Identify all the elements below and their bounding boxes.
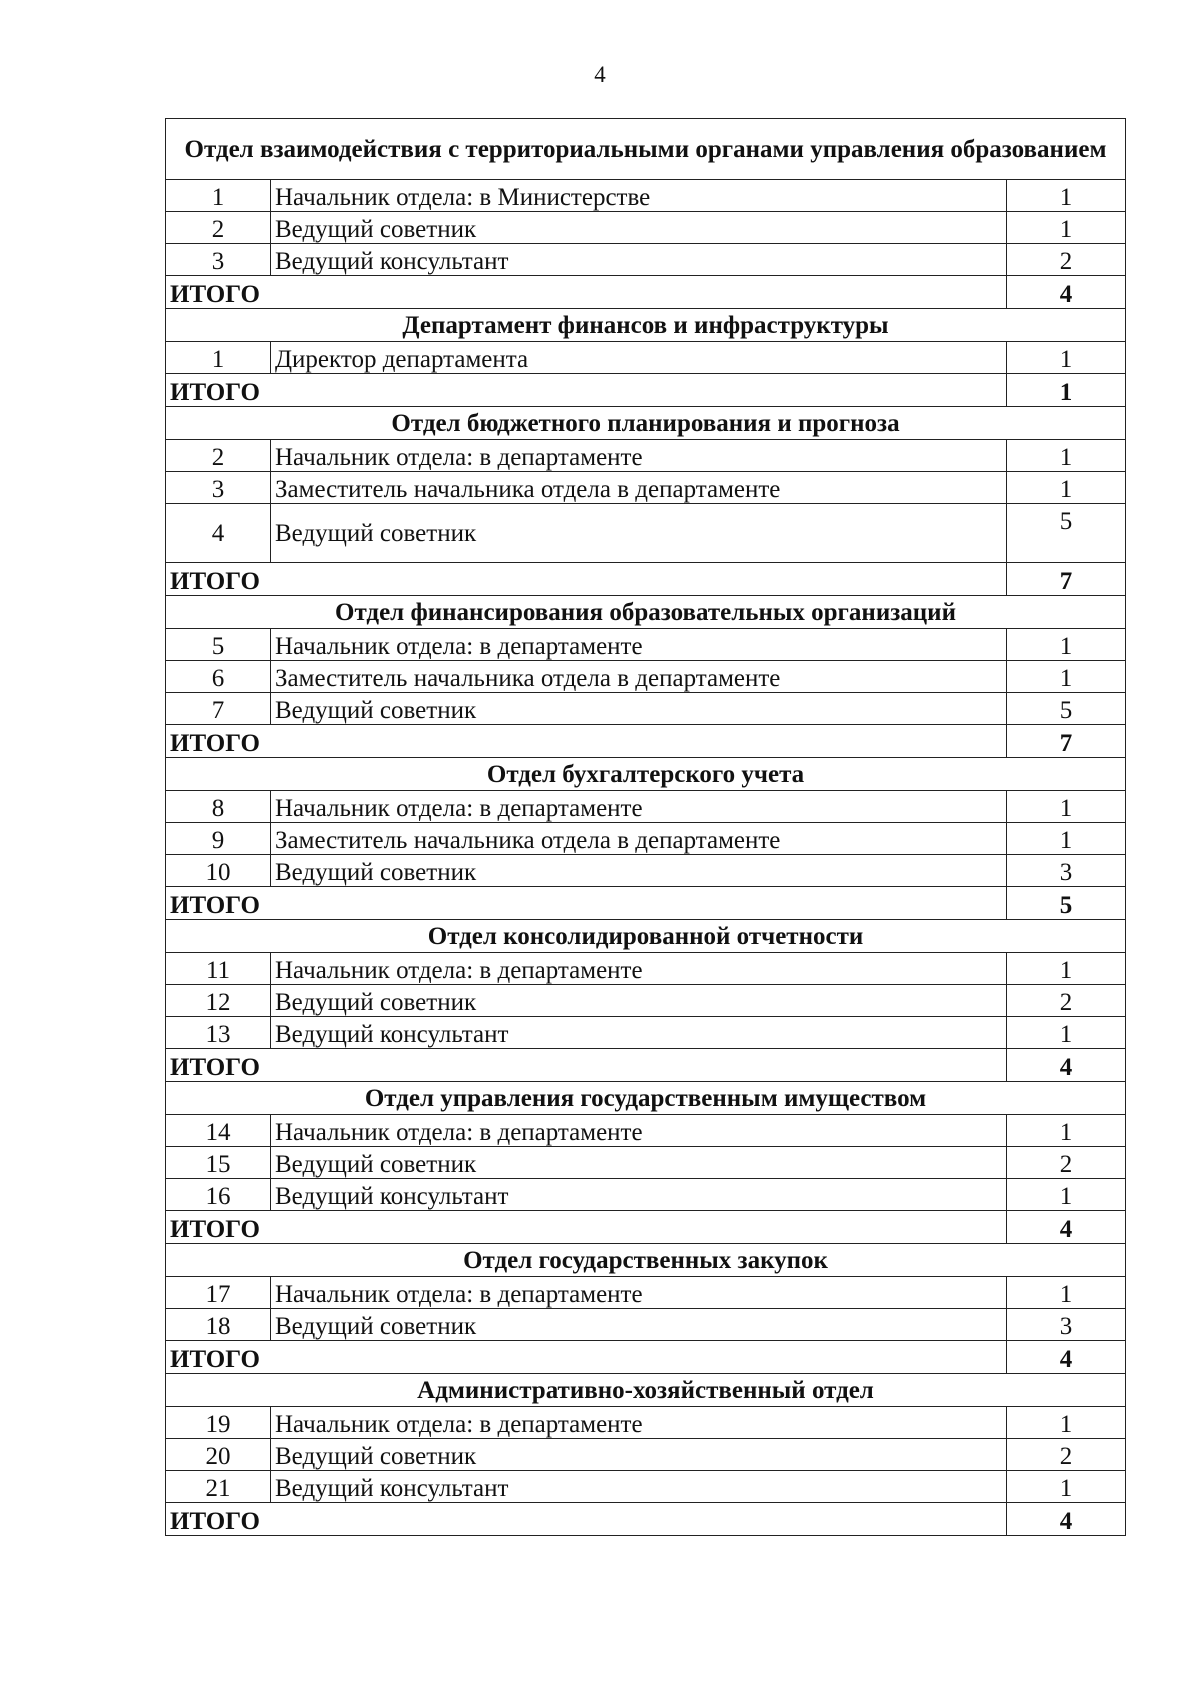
row-number: 3 xyxy=(166,472,271,504)
position-title: Ведущий советник xyxy=(271,212,1007,244)
row-number: 5 xyxy=(166,629,271,661)
total-label: ИТОГО xyxy=(166,725,1007,758)
position-title: Ведущий советник xyxy=(271,985,1007,1017)
row-number: 12 xyxy=(166,985,271,1017)
department-header xyxy=(166,1082,1126,1115)
department-header xyxy=(166,1244,1126,1277)
row-number: 13 xyxy=(166,1017,271,1049)
table-row xyxy=(166,855,1126,887)
staff-count: 3 xyxy=(1007,855,1126,887)
position-title: Ведущий советник xyxy=(271,693,1007,725)
total-label: ИТОГО xyxy=(166,1503,1007,1536)
table-row xyxy=(166,661,1126,693)
total-value: 7 xyxy=(1007,563,1126,596)
total-label: ИТОГО xyxy=(166,1049,1007,1082)
staff-count: 1 xyxy=(1007,1471,1126,1503)
department-title: Отдел консолидированной отчетности xyxy=(166,920,1126,953)
staff-count: 1 xyxy=(1007,472,1126,504)
total-label: ИТОГО xyxy=(166,1341,1007,1374)
total-row xyxy=(166,725,1126,758)
staff-count: 1 xyxy=(1007,342,1126,374)
staff-count: 1 xyxy=(1007,1017,1126,1049)
department-title: Отдел финансирования образовательных организаций xyxy=(166,596,1126,629)
total-row xyxy=(166,1503,1126,1536)
staff-count: 1 xyxy=(1007,1277,1126,1309)
total-row xyxy=(166,1049,1126,1082)
table-row xyxy=(166,1309,1126,1341)
staff-count: 5 xyxy=(1007,504,1126,563)
position-title: Начальник отдела: в департаменте xyxy=(271,953,1007,985)
department-title: Отдел бухгалтерского учета xyxy=(166,758,1126,791)
total-value: 4 xyxy=(1007,1503,1126,1536)
department-header xyxy=(166,1374,1126,1407)
table-row xyxy=(166,212,1126,244)
position-title: Заместитель начальника отдела в департаменте xyxy=(271,472,1007,504)
table-row xyxy=(166,1017,1126,1049)
department-header xyxy=(166,407,1126,440)
row-number: 9 xyxy=(166,823,271,855)
department-title: Отдел бюджетного планирования и прогноза xyxy=(166,407,1126,440)
department-header xyxy=(166,920,1126,953)
staff-count: 3 xyxy=(1007,1309,1126,1341)
row-number: 20 xyxy=(166,1439,271,1471)
table-row xyxy=(166,1179,1126,1211)
position-title: Ведущий советник xyxy=(271,1439,1007,1471)
staff-count: 1 xyxy=(1007,180,1126,212)
position-title: Начальник отдела: в департаменте xyxy=(271,1407,1007,1439)
position-title: Начальник отдела: в департаменте xyxy=(271,1115,1007,1147)
staff-count: 1 xyxy=(1007,661,1126,693)
total-row xyxy=(166,563,1126,596)
total-row xyxy=(166,374,1126,407)
staff-count: 1 xyxy=(1007,629,1126,661)
staff-count: 1 xyxy=(1007,1115,1126,1147)
table-row xyxy=(166,629,1126,661)
table-row xyxy=(166,693,1126,725)
total-value: 4 xyxy=(1007,276,1126,309)
table-row xyxy=(166,180,1126,212)
table-row xyxy=(166,472,1126,504)
table-row xyxy=(166,791,1126,823)
position-title: Начальник отдела: в департаменте xyxy=(271,629,1007,661)
table-row xyxy=(166,953,1126,985)
table-row xyxy=(166,504,1126,563)
row-number: 2 xyxy=(166,212,271,244)
row-number: 3 xyxy=(166,244,271,276)
table-row xyxy=(166,1471,1126,1503)
total-row xyxy=(166,1341,1126,1374)
table-row xyxy=(166,1147,1126,1179)
department-title: Административно-хозяйственный отдел xyxy=(166,1374,1126,1407)
row-number: 16 xyxy=(166,1179,271,1211)
position-title: Ведущий консультант xyxy=(271,1017,1007,1049)
staff-count: 5 xyxy=(1007,693,1126,725)
department-header xyxy=(166,309,1126,342)
total-value: 7 xyxy=(1007,725,1126,758)
position-title: Заместитель начальника отдела в департаменте xyxy=(271,661,1007,693)
staff-count: 2 xyxy=(1007,1147,1126,1179)
position-title: Ведущий советник xyxy=(271,1147,1007,1179)
department-header xyxy=(166,758,1126,791)
total-label: ИТОГО xyxy=(166,1211,1007,1244)
total-row xyxy=(166,887,1126,920)
position-title: Ведущий советник xyxy=(271,855,1007,887)
total-row xyxy=(166,1211,1126,1244)
row-number: 14 xyxy=(166,1115,271,1147)
staff-count: 1 xyxy=(1007,1407,1126,1439)
row-number: 7 xyxy=(166,693,271,725)
staff-count: 2 xyxy=(1007,244,1126,276)
staff-count: 1 xyxy=(1007,953,1126,985)
staff-count: 1 xyxy=(1007,823,1126,855)
row-number: 4 xyxy=(166,504,271,563)
row-number: 1 xyxy=(166,342,271,374)
row-number: 18 xyxy=(166,1309,271,1341)
position-title: Начальник отдела: в департаменте xyxy=(271,1277,1007,1309)
total-row xyxy=(166,276,1126,309)
department-header xyxy=(166,596,1126,629)
table-row xyxy=(166,1439,1126,1471)
position-title: Ведущий консультант xyxy=(271,1179,1007,1211)
total-label: ИТОГО xyxy=(166,887,1007,920)
row-number: 8 xyxy=(166,791,271,823)
position-title: Заместитель начальника отдела в департаменте xyxy=(271,823,1007,855)
total-value: 4 xyxy=(1007,1049,1126,1082)
position-title: Ведущий советник xyxy=(271,1309,1007,1341)
row-number: 1 xyxy=(166,180,271,212)
total-value: 4 xyxy=(1007,1211,1126,1244)
total-value: 1 xyxy=(1007,374,1126,407)
department-title: Отдел управления государственным имуществом xyxy=(166,1082,1126,1115)
department-title: Отдел взаимодействия с территориальными органами управления образованием xyxy=(166,119,1126,180)
staff-count: 2 xyxy=(1007,1439,1126,1471)
position-title: Ведущий консультант xyxy=(271,244,1007,276)
position-title: Начальник отдела: в департаменте xyxy=(271,791,1007,823)
position-title: Начальник отдела: в департаменте xyxy=(271,440,1007,472)
table-row xyxy=(166,1115,1126,1147)
staff-count: 2 xyxy=(1007,985,1126,1017)
staff-count: 1 xyxy=(1007,791,1126,823)
total-value: 4 xyxy=(1007,1341,1126,1374)
row-number: 21 xyxy=(166,1471,271,1503)
staff-count: 1 xyxy=(1007,212,1126,244)
table-row xyxy=(166,823,1126,855)
total-value: 5 xyxy=(1007,887,1126,920)
table-row xyxy=(166,440,1126,472)
row-number: 2 xyxy=(166,440,271,472)
total-label: ИТОГО xyxy=(166,563,1007,596)
staffing-table xyxy=(165,118,1126,1536)
table-row xyxy=(166,1277,1126,1309)
position-title: Начальник отдела: в Министерстве xyxy=(271,180,1007,212)
table-row xyxy=(166,244,1126,276)
row-number: 19 xyxy=(166,1407,271,1439)
table-row xyxy=(166,985,1126,1017)
department-header xyxy=(166,119,1126,180)
row-number: 11 xyxy=(166,953,271,985)
department-title: Отдел государственных закупок xyxy=(166,1244,1126,1277)
department-title: Департамент финансов и инфраструктуры xyxy=(166,309,1126,342)
staff-count: 1 xyxy=(1007,440,1126,472)
page-number: 4 xyxy=(594,62,606,87)
total-label: ИТОГО xyxy=(166,374,1007,407)
staff-count: 1 xyxy=(1007,1179,1126,1211)
row-number: 17 xyxy=(166,1277,271,1309)
row-number: 10 xyxy=(166,855,271,887)
table-row xyxy=(166,342,1126,374)
position-title: Ведущий советник xyxy=(271,504,1007,563)
row-number: 6 xyxy=(166,661,271,693)
total-label: ИТОГО xyxy=(166,276,1007,309)
row-number: 15 xyxy=(166,1147,271,1179)
position-title: Ведущий консультант xyxy=(271,1471,1007,1503)
position-title: Директор департамента xyxy=(271,342,1007,374)
table-row xyxy=(166,1407,1126,1439)
